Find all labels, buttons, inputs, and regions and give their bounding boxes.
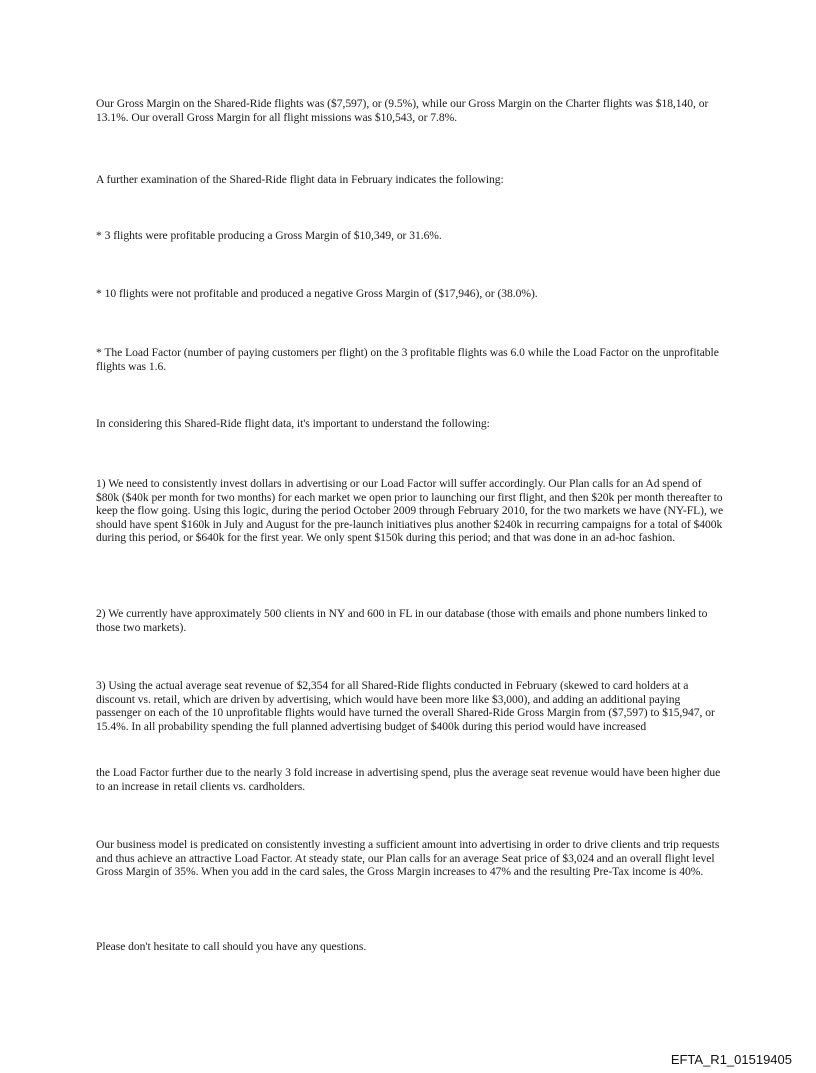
point-2-client-database: 2) We currently have approximately 500 clients in NY and 600 in FL in our database (those with emails and phone numbers linked to those two markets). xyxy=(96,607,708,634)
point-3-seat-revenue: 3) Using the actual average seat revenue of $2,354 for all Shared-Ride flights conducted in February (skewed to card holders at a discount vs. retail, which are driven by advertising, which would have been more like $3,000), and adding an additional paying passenger on each of the 10 unprofitable flights would have turned the overall Shared-Ride Gross Margin from ($7,597) to $15,947, or 15.4%. In all probability spending the full planned advertising budget of $400k during this period would have increased xyxy=(96,679,715,733)
document-id-footer: EFTA_R1_01519405 xyxy=(670,1052,792,1067)
paragraph-further-examination: A further examination of the Shared-Ride flight data in February indicates the following: xyxy=(96,173,504,186)
bullet-profitable-flights: * 3 flights were profitable producing a Gross Margin of $10,349, or 31.6%. xyxy=(96,229,442,242)
paragraph-considering-data: In considering this Shared-Ride flight data, it's important to understand the following: xyxy=(96,417,490,430)
paragraph-closing: Please don't hesitate to call should you have any questions. xyxy=(96,940,367,953)
paragraph-gross-margin-summary: Our Gross Margin on the Shared-Ride flights was ($7,597), or (9.5%), while our Gross Margin on the Charter flights was $18,140, or 13.1%. Our overall Gross Margin for all flight missions was $10,543, or 7.8%. xyxy=(96,97,709,124)
point-1-advertising-investment: 1) We need to consistently invest dollars in advertising or our Load Factor will suffer accordingly. Our Plan calls for an Ad spend of $80k ($40k per month for two months) for each market we open prior to launching our first flight, and then $20k per month thereafter to keep the flow going. Using this logic, during the period October 2009 through February 2010, for the two markets we have (NY-FL), we should have spent $160k in July and August for the pre-launch initiatives plus another $240k in recurring campaigns for a total of $400k during this period, or $640k for the first year. We only spent $150k during this period; and that was done in an ad-hoc fashion. xyxy=(96,477,724,545)
point-3-continuation: the Load Factor further due to the nearly 3 fold increase in advertising spend, plus the average seat revenue would have been higher due to an increase in retail clients vs. cardholders. xyxy=(96,766,721,793)
bullet-unprofitable-flights: * 10 flights were not profitable and produced a negative Gross Margin of ($17,946), or (38.0%). xyxy=(96,287,538,300)
paragraph-business-model: Our business model is predicated on consistently investing a sufficient amount into advertising in order to drive clients and trip requests and thus achieve an attractive Load Factor. At steady state, our Plan calls for an average Seat price of $3,024 and an overall flight level Gross Margin of 35%. When you add in the card sales, the Gross Margin increases to 47% and the resulting Pre-Tax income is 40%. xyxy=(96,838,720,879)
bullet-load-factor: * The Load Factor (number of paying customers per flight) on the 3 profitable flights was 6.0 while the Load Factor on the unprofitable flights was 1.6. xyxy=(96,346,719,373)
